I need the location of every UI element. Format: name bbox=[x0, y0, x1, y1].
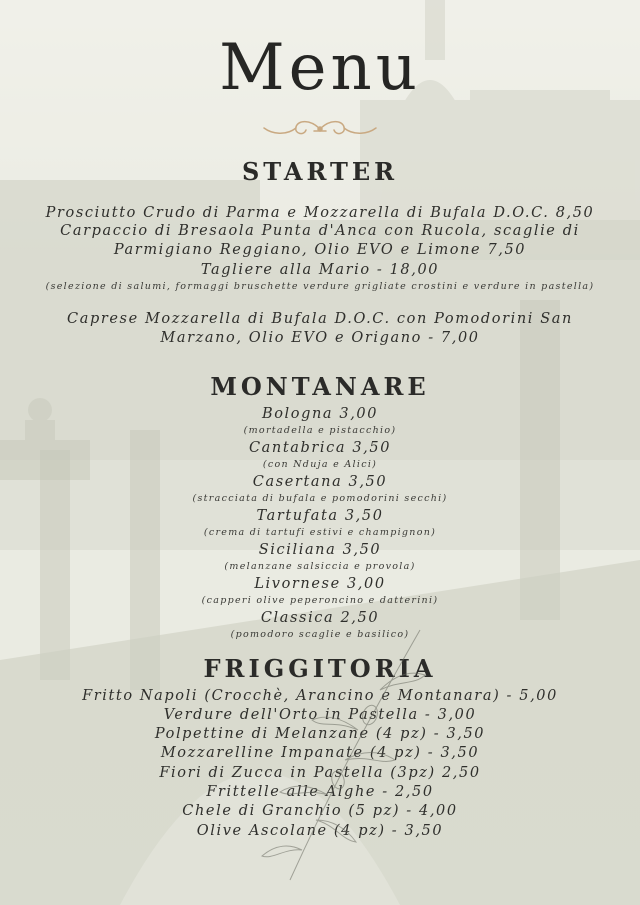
montanare-item-description: (mortadella e pistacchio) bbox=[243, 425, 397, 436]
friggitoria-item: Chele di Granchio (5 pz) - 4,00 bbox=[182, 803, 458, 819]
starter-item: Tagliere alla Mario - 18,00 bbox=[200, 262, 440, 278]
section-heading-starter: STARTER bbox=[241, 157, 399, 186]
friggitoria-item: Fiori di Zucca in Pastella (3pz) 2,50 bbox=[159, 765, 481, 781]
montanare-item-description: (melanzane salsiccia e provola) bbox=[224, 561, 416, 572]
starter-item: Prosciutto Crudo di Parma e Mozzarella di Bufala D.O.C. 8,50 bbox=[45, 205, 595, 221]
montanare-item-description: (crema di tartufi estivi e champignon) bbox=[203, 527, 437, 538]
friggitoria-item: Olive Ascolane (4 pz) - 3,50 bbox=[196, 823, 444, 839]
section-heading-friggitoria: FRIGGITORIA bbox=[203, 654, 437, 683]
montanare-item: Siciliana 3,50 bbox=[258, 542, 382, 558]
montanare-item-description: (con Nduja e Alici) bbox=[262, 459, 378, 470]
starter-item: Carpaccio di Bresaola Punta d'Anca con Rucola, scaglie di Parmigiano Reggiano, Olio EVO e Limone 7,50 bbox=[60, 223, 580, 258]
section-heading-montanare: MONTANARE bbox=[210, 372, 430, 401]
starter-item-description: (selezione di salumi, formaggi bruschette verdure grigliate crostini e verdure in pastella) bbox=[45, 281, 595, 292]
starter-item: Caprese Mozzarella di Bufala D.O.C. con Pomodorini San Marzano, Olio EVO e Origano - 7,00 bbox=[67, 311, 573, 346]
menu-title: Menu bbox=[219, 31, 421, 105]
olive-branch-icon bbox=[230, 610, 460, 890]
montanare-item: Cantabrica 3,50 bbox=[248, 440, 392, 456]
montanare-item: Livornese 3,00 bbox=[254, 576, 386, 592]
montanare-item-description: (stracciata di bufala e pomodorini secchi) bbox=[192, 493, 448, 504]
montanare-item-description: (pomodoro scaglie e basilico) bbox=[230, 629, 410, 640]
friggitoria-item: Polpettine di Melanzane (4 pz) - 3,50 bbox=[154, 726, 486, 742]
montanare-item: Casertana 3,50 bbox=[252, 474, 388, 490]
montanare-item: Tartufata 3,50 bbox=[256, 508, 384, 524]
flourish-divider-icon bbox=[258, 116, 382, 142]
friggitoria-item: Frittelle alle Alghe - 2,50 bbox=[206, 784, 434, 800]
friggitoria-item: Verdure dell'Orto in Pastella - 3,00 bbox=[163, 707, 477, 723]
montanare-item: Classica 2,50 bbox=[260, 610, 380, 626]
montanare-item-description: (capperi olive peperoncino e datterini) bbox=[201, 595, 439, 606]
friggitoria-item: Fritto Napoli (Crocchè, Arancino e Montanara) - 5,00 bbox=[82, 688, 558, 704]
montanare-item: Bologna 3,00 bbox=[261, 406, 379, 422]
friggitoria-item: Mozzarelline Impanate (4 pz) - 3,50 bbox=[160, 745, 480, 761]
